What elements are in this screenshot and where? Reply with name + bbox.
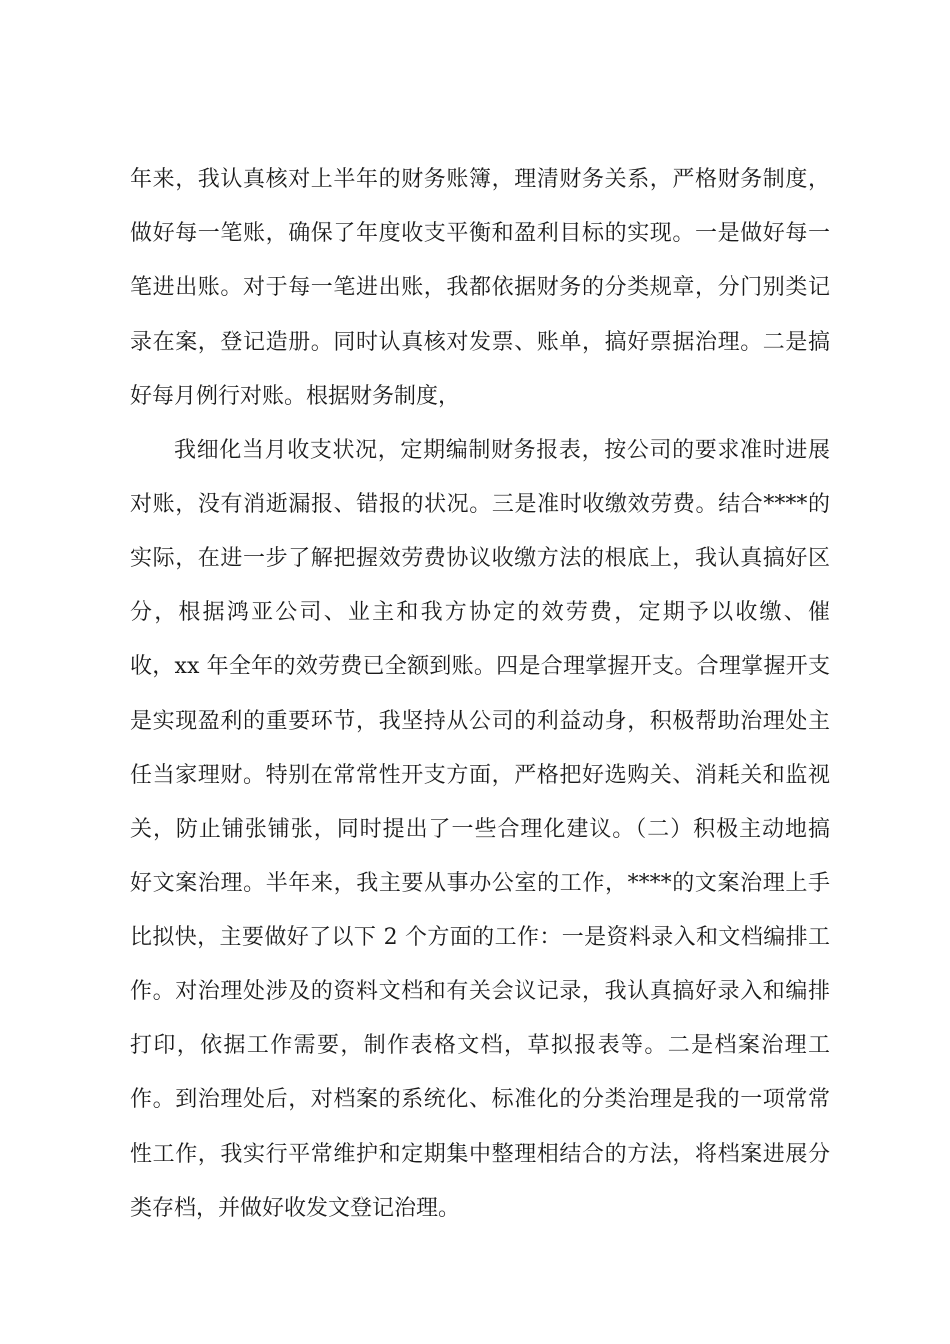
text-line: 做好每一笔账，确保了年度收支平衡和盈利目标的实现。一是做好每一 xyxy=(130,221,830,246)
text-line: 是实现盈利的重要环节，我坚持从公司的利益动身，积极帮助治理处主 xyxy=(130,709,830,734)
text-line: 关，防止铺张铺张，同时提出了一些合理化建议。（二）积极主动地搞 xyxy=(130,817,830,842)
text-line: 比拟快，主要做好了以下 2 个方面的工作：一是资料录入和文档编排工 xyxy=(130,925,830,950)
text-line: 打印，依据工作需要，制作表格文档，草拟报表等。二是档案治理工 xyxy=(130,1033,830,1058)
text-line: 收，xx 年全年的效劳费已全额到账。四是合理掌握开支。合理掌握开支 xyxy=(130,654,830,679)
text-line: 好每月例行对账。根据财务制度， xyxy=(130,384,461,409)
text-line: 录在案，登记造册。同时认真核对发票、账单，搞好票据治理。二是搞 xyxy=(130,330,830,355)
text-line: 分，根据鸿亚公司、业主和我方协定的效劳费，定期予以收缴、催 xyxy=(130,600,830,625)
text-line: 作。对治理处涉及的资料文档和有关会议记录，我认真搞好录入和编排 xyxy=(130,979,830,1004)
text-line: 任当家理财。特别在常常性开支方面，严格把好选购关、消耗关和监视 xyxy=(130,763,830,788)
text-line: 笔进出账。对于每一笔进出账，我都依据财务的分类规章，分门别类记 xyxy=(130,275,830,300)
text-line: 实际，在进一步了解把握效劳费协议收缴方法的根底上，我认真搞好区 xyxy=(130,546,830,571)
text-line: 性工作，我实行平常维护和定期集中整理相结合的方法，将档案进展分 xyxy=(130,1142,830,1167)
text-line: 作。到治理处后，对档案的系统化、标准化的分类治理是我的一项常常 xyxy=(130,1087,830,1112)
text-line: 我细化当月收支状况，定期编制财务报表，按公司的要求准时进展 xyxy=(174,438,830,463)
text-line: 好文案治理。半年来，我主要从事办公室的工作，****的文案治理上手 xyxy=(130,871,830,896)
text-line: 对账，没有消逝漏报、错报的状况。三是准时收缴效劳费。结合****的 xyxy=(130,492,830,517)
text-line: 年来，我认真核对上半年的财务账簿，理清财务关系，严格财务制度， xyxy=(130,167,830,192)
text-line: 类存档，并做好收发文登记治理。 xyxy=(130,1196,461,1221)
